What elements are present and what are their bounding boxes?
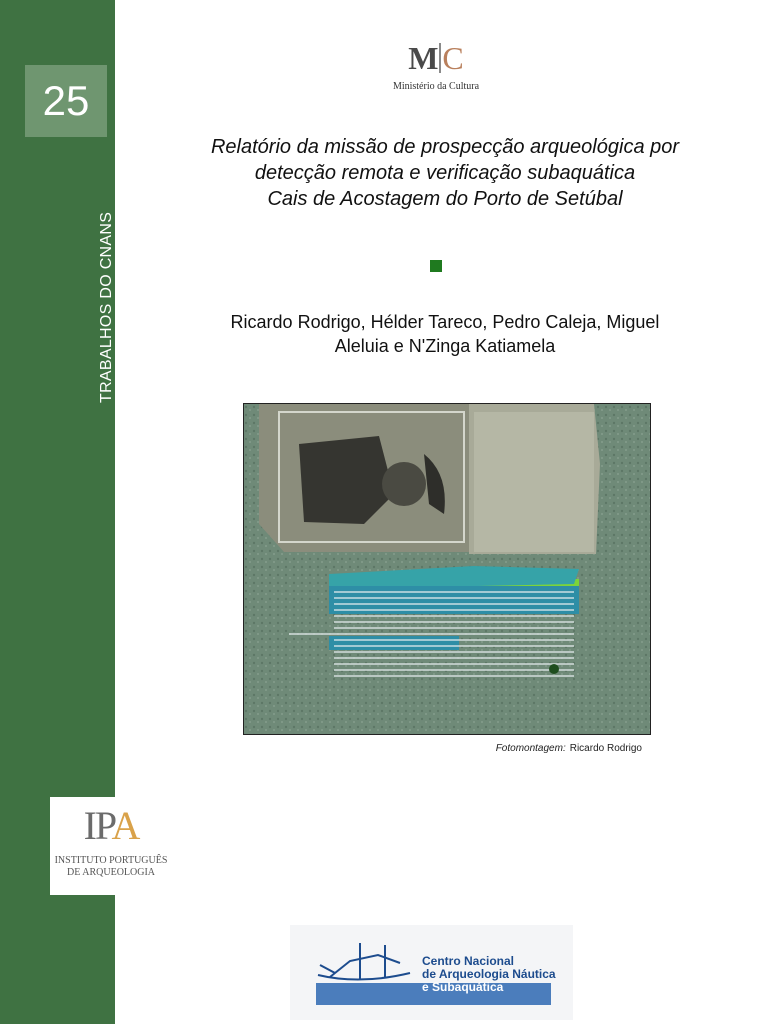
- report-title: [180, 134, 710, 212]
- photomontage-image: [243, 403, 651, 735]
- cnans-logo: [290, 925, 573, 1020]
- ipa-logo-name-line2: DE ARQUEOLOGIA: [66, 867, 156, 878]
- ministerio-logo-mark: M C: [408, 40, 464, 76]
- caption-label: Fotomontagem:: [495, 743, 566, 754]
- authors: [180, 310, 710, 358]
- ipa-logo: [50, 797, 172, 895]
- ministerio-logo: [378, 30, 494, 102]
- authors-line: Ricardo Rodrigo, Hélder Tareco, Pedro Caleja, Miguel: [230, 312, 660, 332]
- title-line: Relatório da missão de prospecção arqueológica por: [210, 136, 680, 158]
- photo-caption: [440, 743, 642, 754]
- issue-number: 25: [25, 65, 107, 137]
- title-line: detecção remota e verificação subaquática: [254, 162, 636, 184]
- ministerio-logo-name: Ministério da Cultura: [392, 81, 480, 92]
- series-title: TRABALHOS DO CNANS: [98, 211, 115, 403]
- cnans-logo-name: Centro Nacional de Arqueologia Náutica e Subaquática: [422, 954, 556, 994]
- caption-credit: Ricardo Rodrigo: [569, 743, 642, 754]
- title-line: Cais de Acostagem do Porto de Setúbal: [267, 188, 623, 210]
- ipa-logo-mark: IPA: [83, 803, 139, 848]
- authors-line: Aleluia e N'Zinga Katiamela: [334, 336, 556, 356]
- divider-square: [430, 260, 442, 272]
- ipa-logo-name-line1: INSTITUTO PORTUGUÊS: [54, 855, 168, 866]
